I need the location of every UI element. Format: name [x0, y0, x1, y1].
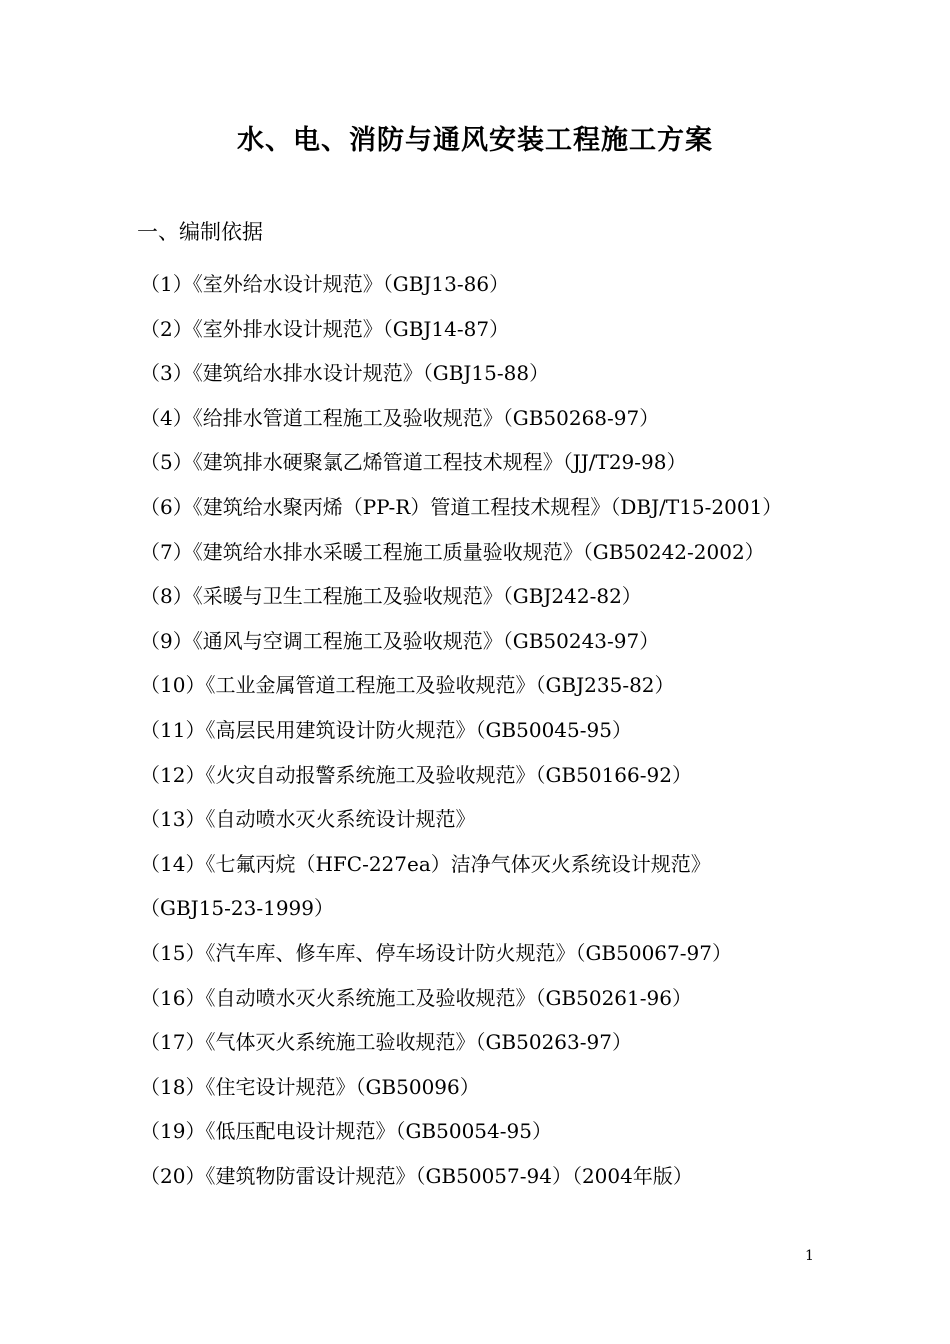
list-item: （14）《七氟丙烷（HFC-227ea）洁净气体灭火系统设计规范》 — [140, 851, 711, 876]
list-item: （3）《建筑给水排水设计规范》（GBJ15-88） — [140, 361, 550, 386]
list-item: （9）《通风与空调工程施工及验收规范》（GB50243-97） — [140, 628, 660, 653]
list-item: （15）《汽车库、修车库、停车场设计防火规范》（GB50067-97） — [140, 940, 732, 965]
list-item: （18）《住宅设计规范》（GB50096） — [140, 1074, 480, 1099]
list-item-continuation: （GBJ15-23-1999） — [140, 896, 335, 921]
list-item: （13）《自动喷水灭火系统设计规范》 — [140, 807, 476, 832]
list-item: （1）《室外给水设计规范》（GBJ13-86） — [140, 272, 510, 296]
list-item: （7）《建筑给水排水采暖工程施工质量验收规范》（GB50242-2002） — [140, 539, 765, 564]
list-item: （19）《低压配电设计规范》（GB50054-95） — [140, 1119, 552, 1144]
list-item: （6）《建筑给水聚丙烯（PP-R）管道工程技术规程》（DBJ/T15-2001） — [140, 494, 783, 519]
page-number: 1 — [805, 1248, 814, 1264]
list-item: （17）《气体灭火系统施工验收规范》（GB50263-97） — [140, 1030, 632, 1055]
document-title: 水、电、消防与通风安装工程施工方案 — [237, 125, 713, 156]
list-item: （11）《高层民用建筑设计防火规范》（GB50045-95） — [140, 717, 632, 742]
list-item: （20）《建筑物防雷设计规范》（GB50057-94）（2004年版） — [140, 1163, 693, 1188]
list-item: （10）《工业金属管道工程施工及验收规范》（GBJ235-82） — [140, 673, 675, 698]
list-item: （8）《采暖与卫生工程施工及验收规范》（GBJ242-82） — [140, 584, 642, 609]
list-item: （12）《火灾自动报警系统施工及验收规范》（GB50166-92） — [140, 762, 692, 787]
reference-list — [140, 262, 820, 1198]
list-item: （5）《建筑排水硬聚氯乙烯管道工程技术规程》（JJ/T29-98） — [140, 450, 687, 475]
list-item: （2）《室外排水设计规范》（GBJ14-87） — [140, 316, 510, 341]
list-item: （16）《自动喷水灭火系统施工及验收规范》（GB50261-96） — [140, 985, 692, 1010]
section-heading: 一、编制依据 — [137, 220, 263, 244]
list-item: （4）《给排水管道工程施工及验收规范》（GB50268-97） — [140, 405, 660, 430]
